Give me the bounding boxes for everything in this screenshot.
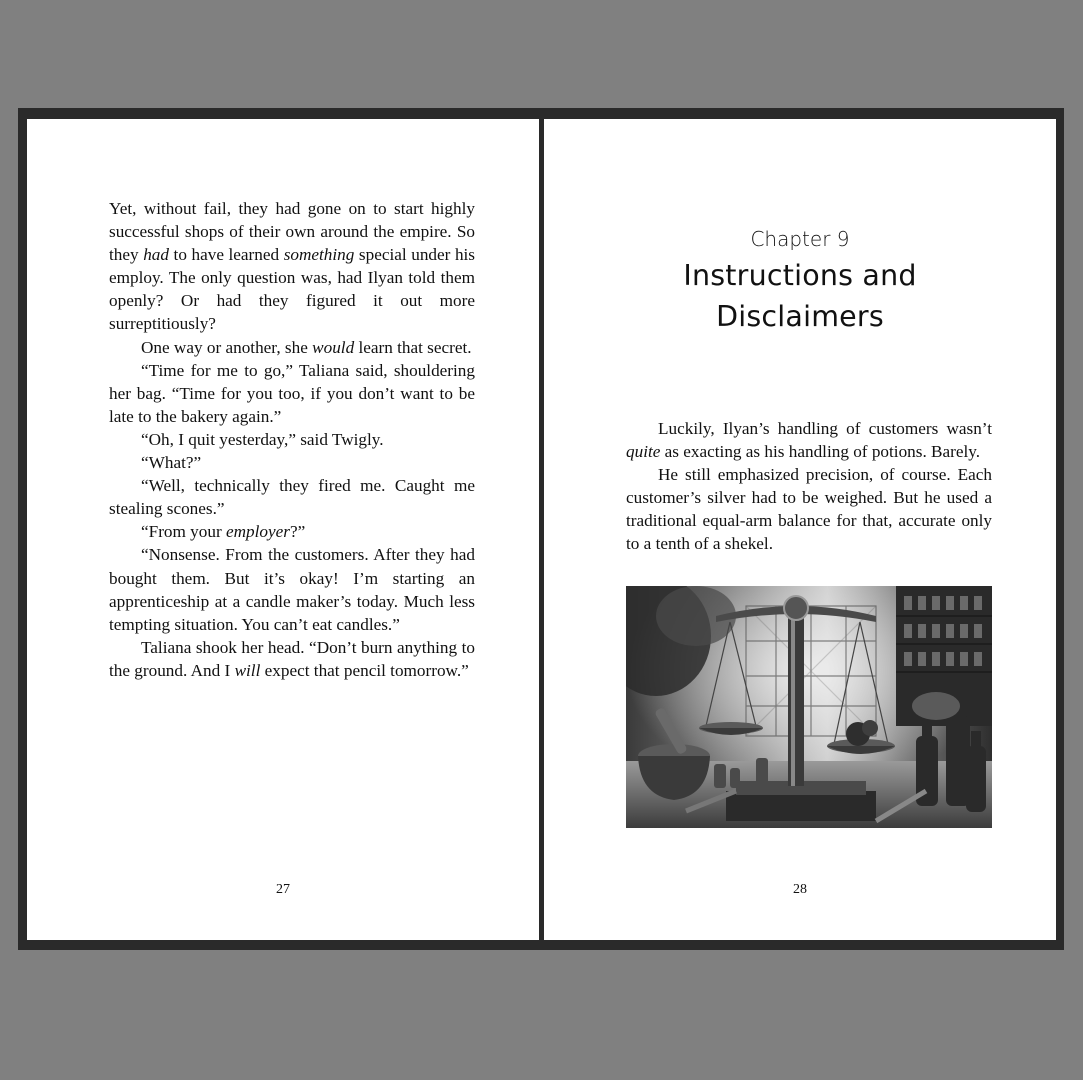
chapter-title (604, 255, 996, 337)
italic-text: quite (626, 442, 661, 462)
paragraph (109, 197, 475, 336)
paragraph (109, 474, 475, 520)
paragraph (626, 463, 992, 555)
italic-text: had (143, 245, 169, 265)
italic-text: employer (225, 522, 290, 542)
left-page-number: 27 (276, 882, 290, 897)
paragraph (109, 359, 475, 428)
paragraph (109, 451, 475, 474)
text-run: ?” (289, 522, 306, 542)
text-run: expect that pencil tomorrow.” (260, 660, 469, 680)
text-run: learn that secret. (354, 337, 472, 357)
paragraph (109, 543, 475, 635)
paragraph (109, 428, 475, 451)
text-run: special under his employ. The only question was, had Ilyan told them openly? Or had they figured it out more surreptitiously? (109, 245, 475, 334)
text-run: Taliana shook her head. “Don’t burn anything to the ground. And I (109, 637, 475, 680)
text-run: He still emphasized precision, of course. Each customer’s silver had to be weighed. But he used a traditional equal-arm balance for that, accurate only to a tenth of a shekel. (626, 465, 992, 554)
italic-text: something (283, 245, 355, 265)
paragraph (109, 636, 475, 682)
balance-scale-illustration (626, 586, 992, 828)
italic-text: will (234, 660, 261, 680)
right-page (544, 119, 1056, 940)
text-run: “What?” (141, 453, 202, 473)
text-run: Yet, without fail, they had gone on to start highly successful shops of their own around the empire. So they (109, 199, 475, 265)
paragraph (109, 336, 475, 359)
right-page-number: 28 (793, 882, 807, 897)
left-page-text (109, 197, 475, 682)
text-run: Luckily, Ilyan’s handling of customers wasn’t (658, 419, 992, 438)
chapter-title-line-1: Instructions and (683, 259, 917, 292)
book-spread (18, 108, 1064, 950)
text-run: “Well, technically they fired me. Caught me stealing scones.” (109, 476, 475, 519)
chapter-label: Chapter 9 (750, 227, 850, 251)
text-run: “Oh, I quit yesterday,” said Twigly. (141, 429, 384, 449)
text-run: “From your (141, 522, 226, 542)
paragraph (626, 417, 992, 463)
text-run: “Time for me to go,” Taliana said, shouldering her bag. “Time for you too, if you don’t want to be late to the bakery again.” (109, 360, 475, 426)
text-run: as exacting as his handling of potions. Barely. (660, 442, 981, 462)
left-page (27, 119, 539, 940)
text-run: to have learned (168, 245, 284, 265)
paragraph (109, 520, 475, 543)
right-page-text (626, 417, 992, 556)
balance-scale-image (626, 586, 992, 828)
text-run: One way or another, she (141, 337, 313, 357)
italic-text: would (312, 337, 355, 357)
text-run: “Nonsense. From the customers. After they had bought them. But it’s okay! I’m starting an apprenticeship at a candle maker’s today. Much less tempting situation. You can’t eat candles.” (109, 545, 475, 634)
chapter-title-line-2: Disclaimers (716, 300, 884, 333)
